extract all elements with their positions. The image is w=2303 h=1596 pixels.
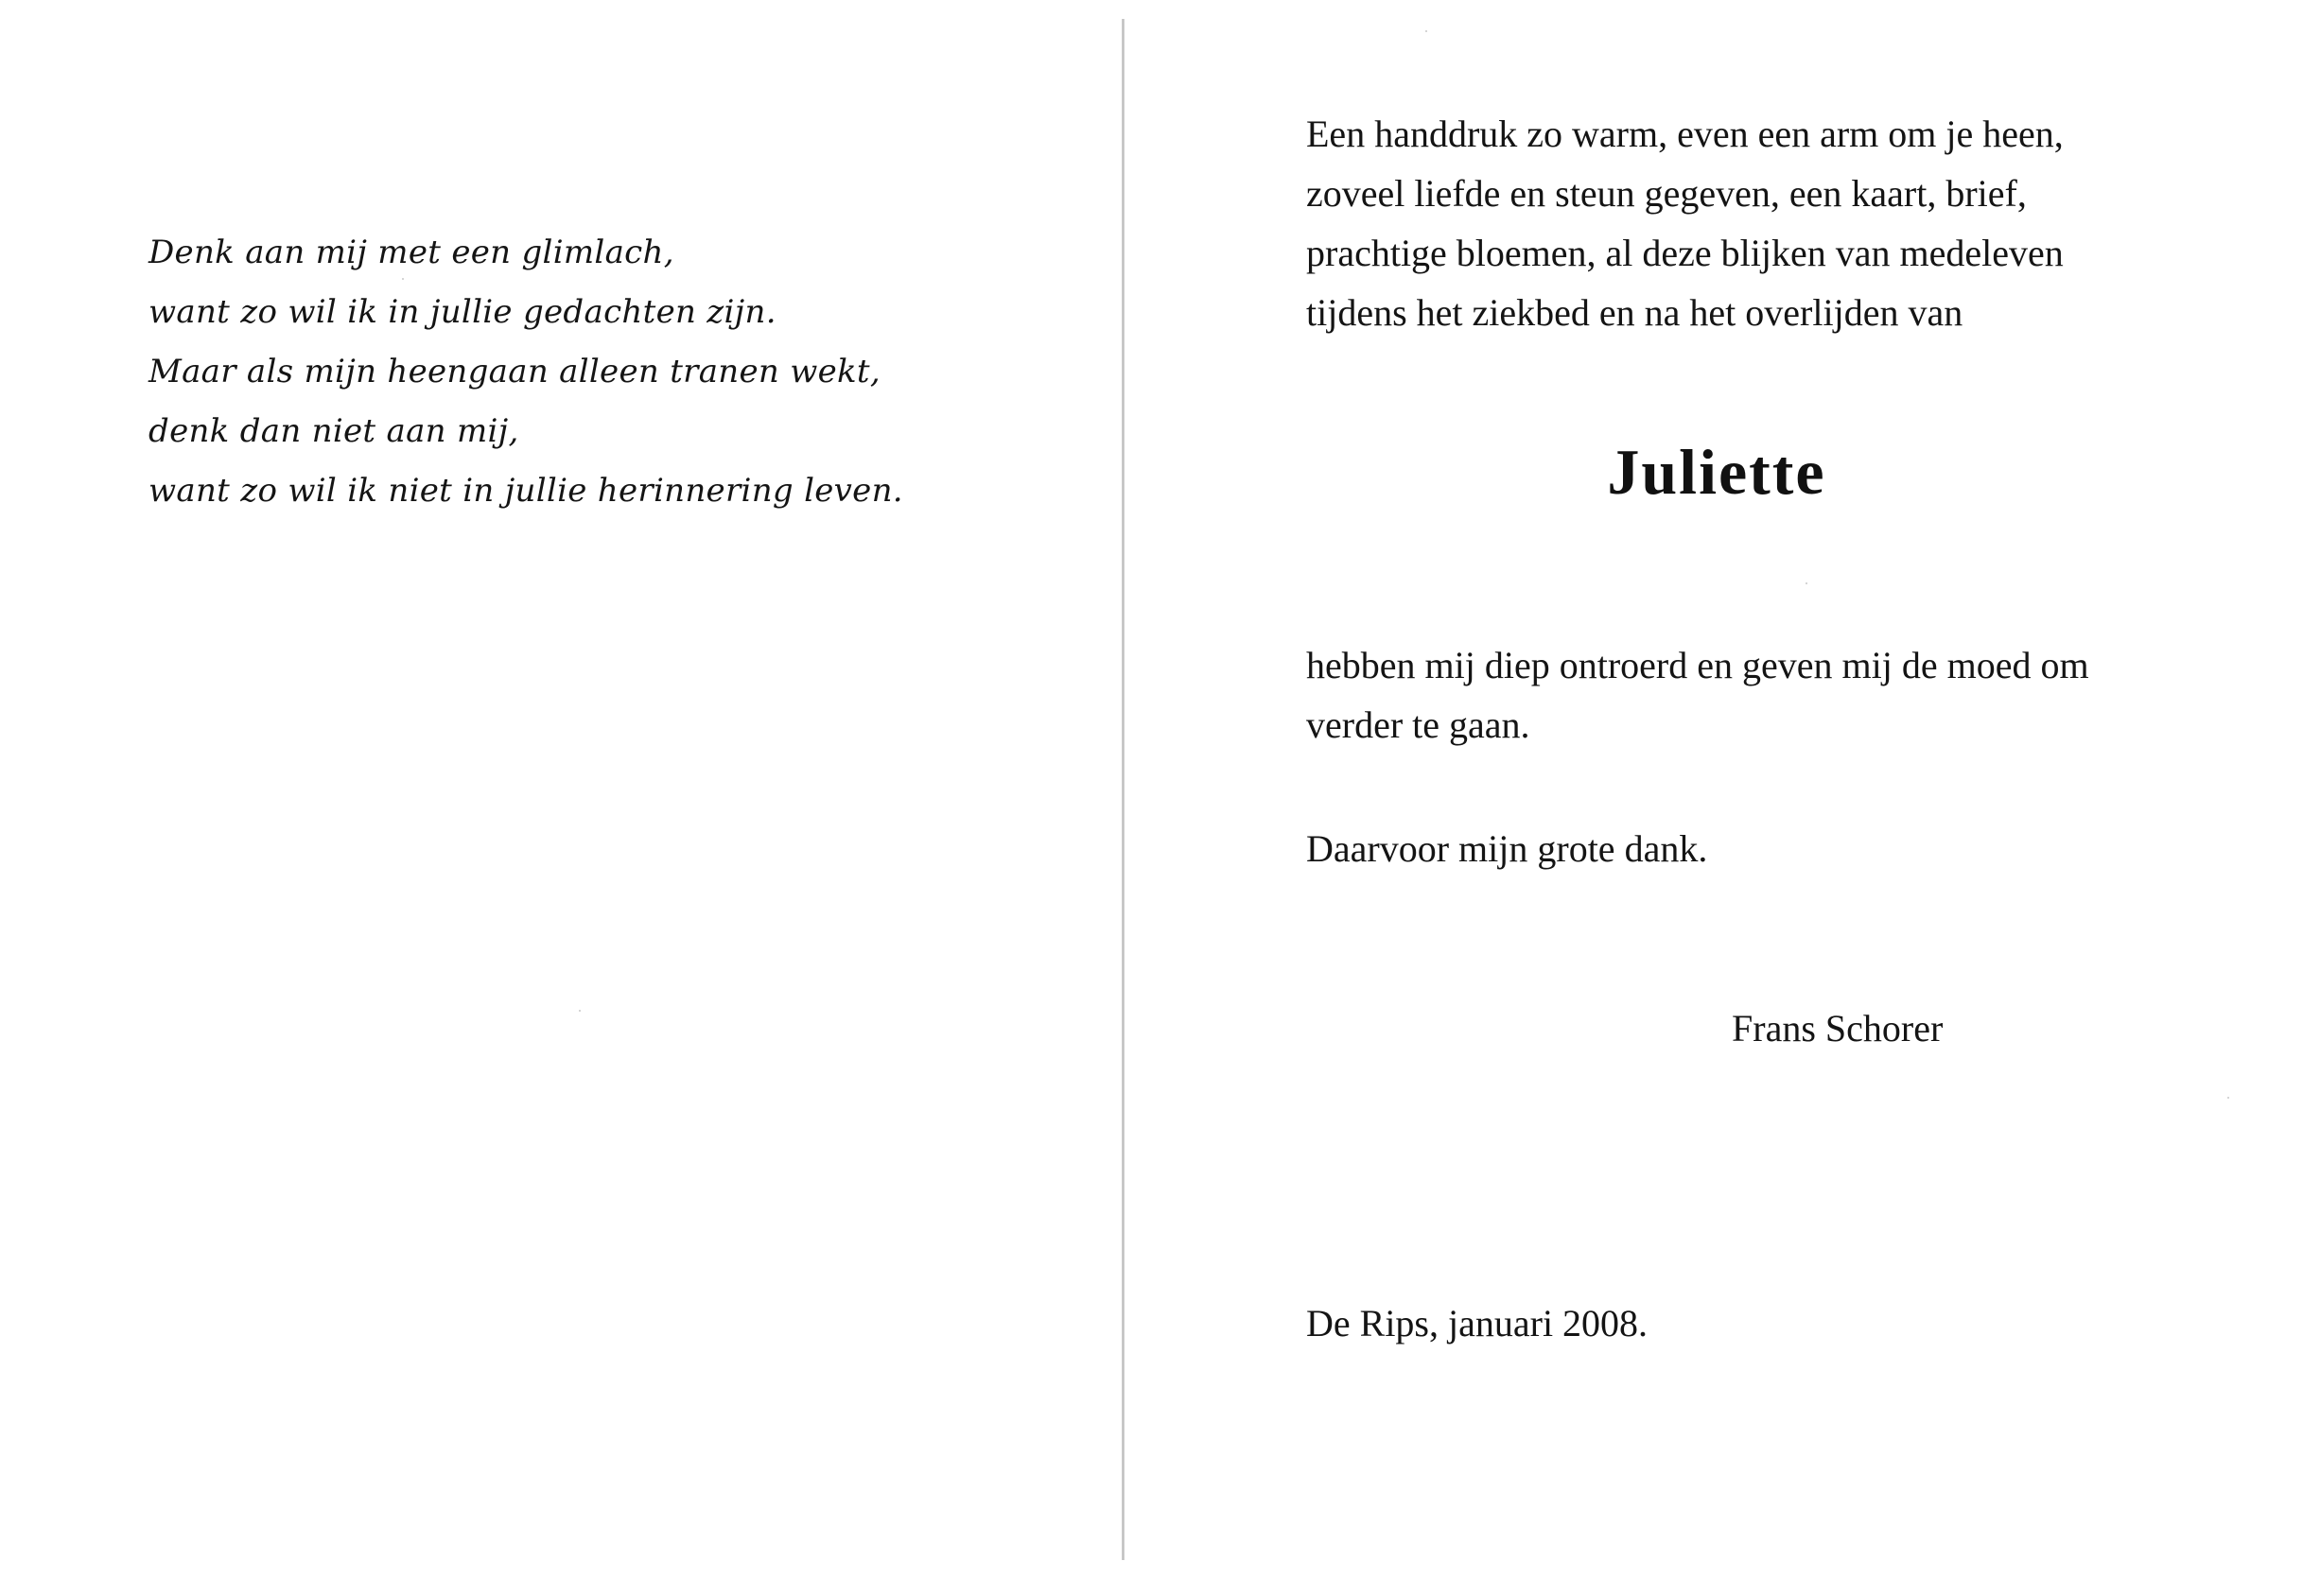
signature: Frans Schorer [1732, 1007, 1944, 1050]
poem-line-1: Denk aan mij met een glimlach, [148, 234, 674, 271]
poem [148, 223, 903, 521]
continuation-line-2: verder te gaan. [1306, 703, 1530, 746]
paper-speck [2227, 1097, 2229, 1099]
right-page [1130, 0, 2303, 1596]
intro-line-2: zoveel liefde en steun gegeven, een kaart, brief, [1306, 172, 2027, 215]
paper-speck [1806, 582, 1807, 584]
continuation-line-1: hebben mij diep ontroerd en geven mij de moed om [1306, 644, 2089, 686]
card-fold-line [1122, 19, 1125, 1560]
intro-paragraph [1306, 104, 2064, 342]
paper-speck [402, 278, 404, 280]
poem-line-2: want zo wil ik in jullie gedachten zijn. [148, 293, 776, 331]
left-page [0, 0, 1121, 1596]
continuation-paragraph [1306, 635, 2089, 755]
place-and-date: De Rips, januari 2008. [1306, 1302, 1649, 1344]
poem-line-3: Maar als mijn heengaan alleen tranen wekt, [148, 353, 881, 390]
poem-line-4: denk dan niet aan mij, [148, 412, 519, 450]
paper-speck [1425, 30, 1427, 32]
thanks-line: Daarvoor mijn grote dank. [1306, 827, 1708, 870]
paper-speck [579, 1010, 581, 1012]
deceased-name: Juliette [1607, 436, 1826, 508]
intro-line-3: prachtige bloemen, al deze blijken van medeleven [1306, 232, 2064, 274]
intro-line-4: tijdens het ziekbed en na het overlijden van [1306, 291, 1963, 334]
poem-line-5: want zo wil ik niet in jullie herinnering leven. [148, 472, 903, 510]
intro-line-1: Een handdruk zo warm, even een arm om je heen, [1306, 113, 2064, 155]
